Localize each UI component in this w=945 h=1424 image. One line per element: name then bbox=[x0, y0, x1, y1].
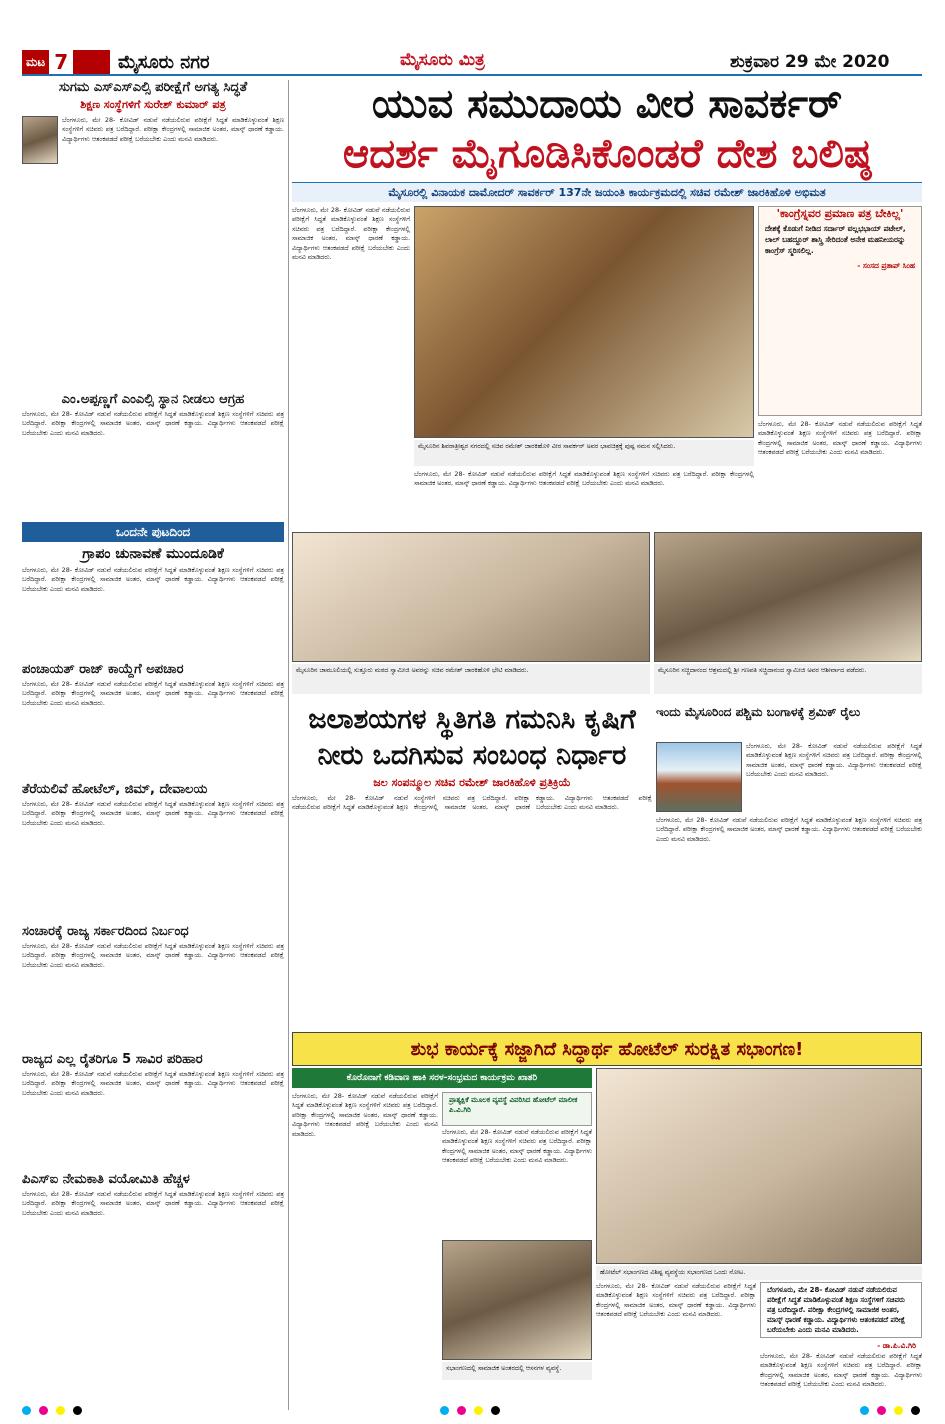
quote-box bbox=[758, 206, 922, 416]
subhead-sslc: ಶಿಕ್ಷಣ ಸಂಸ್ಥೆಗಳಿಗೆ ಸುರೇಶ್ ಕುಮಾರ್ ಪತ್ರ bbox=[80, 98, 226, 111]
article-transport: ಬೆಂಗಳೂರು, ಮೇ 28- ಕೋವಿಡ್ ನಡುವೆ ನಡೆಯಲಿರುವ ಪರೀಕ್ಷೆಗೆ ಸಿದ್ಧತೆ ಮಾಡಿಕೊಳ್ಳುವಂತೆ ಶಿಕ್ಷಣ ಸಂಸ್ಥೆಗಳಿಗೆ ಸಚಿವರು ಪತ್ರ ಬರೆದಿದ್ದಾರೆ. ಪರೀಕ್ಷಾ ಕೇಂದ್ರಗಳಲ್ಲಿ ಸಾಮಾಜಿಕ ಅಂತರ, ಮಾಸ್ಕ್ ಧಾರಣೆ ಕಡ್ಡಾಯ. ವಿದ್ಯಾರ್ಥಿಗಳು ಆತಂಕಪಡದೆ ಪರೀಕ್ಷೆ ಬರೆಯಬೇಕು ಎಂದು ಮನವಿ ಮಾಡಿದರು. bbox=[22, 942, 284, 969]
rail-article: ಬೆಂಗಳೂರು, ಮೇ 28- ಕೋವಿಡ್ ನಡುವೆ ನಡೆಯಲಿರುವ ಪರೀಕ್ಷೆಗೆ ಸಿದ್ಧತೆ ಮಾಡಿಕೊಳ್ಳುವಂತೆ ಶಿಕ್ಷಣ ಸಂಸ್ಥೆಗಳಿಗೆ ಸಚಿವರು ಪತ್ರ ಬರೆದಿದ್ದಾರೆ. ಪರೀಕ್ಷಾ ಕೇಂದ್ರಗಳಲ್ಲಿ ಸಾಮಾಜಿಕ ಅಂತರ, ಮಾಸ್ಕ್ ಧಾರಣೆ ಕಡ್ಡಾಯ. ವಿದ್ಯಾರ್ಥಿಗಳು ಆತಂಕಪಡದೆ ಪರೀಕ್ಷೆ ಬರೆಯಬೇಕು ಎಂದು ಮನವಿ ಮಾಡಿದರು. bbox=[656, 816, 922, 843]
second-subhead: ಜಲ ಸಂಪನ್ಮೂಲ ಸಚಿವ ರಮೇಶ್ ಜಾರಕಿಹೊಳಿ ಪ್ರತಿಕ್ರಿಯೆ bbox=[373, 776, 571, 789]
lead-photo-caption: ಮೈಸೂರಿನ ಶಿವರಾತ್ರೀಶ್ವರ ನಗರದಲ್ಲಿ ಸಚಿವ ರಮೇಶ್ ಜಾರಕಿಹೊಳಿ ವೀರ ಸಾವರ್ಕರ್ ಅವರ ಭಾವಚಿತ್ರಕ್ಕೆ ಪುಷ್ಪ ನಮನ ಸಲ್ಲಿಸಿದರು. bbox=[414, 440, 754, 466]
page-number: 7 bbox=[49, 50, 73, 74]
quote-author: - ಸಂಸದ ಪ್ರತಾಪ್ ಸಿಂಹ bbox=[857, 261, 915, 270]
lead-article-col3: ಬೆಂಗಳೂರು, ಮೇ 28- ಕೋವಿಡ್ ನಡುವೆ ನಡೆಯಲಿರುವ ಪರೀಕ್ಷೆಗೆ ಸಿದ್ಧತೆ ಮಾಡಿಕೊಳ್ಳುವಂತೆ ಶಿಕ್ಷಣ ಸಂಸ್ಥೆಗಳಿಗೆ ಸಚಿವರು ಪತ್ರ ಬರೆದಿದ್ದಾರೆ. ಪರೀಕ್ಷಾ ಕೇಂದ್ರಗಳಲ್ಲಿ ಸಾಮಾಜಿಕ ಅಂತರ, ಮಾಸ್ಕ್ ಧಾರಣೆ ಕಡ್ಡಾಯ. ವಿದ್ಯಾರ್ಥಿಗಳು ಆತಂಕಪಡದೆ ಪರೀಕ್ಷೆ ಬರೆಯಬೇಕು ಎಂದು ಮನವಿ ಮಾಡಿದರು. bbox=[758, 420, 922, 457]
hotel-band: ಕೊರೊನಾಗೆ ಕಡಿವಾಣ ಹಾಕಿ ಸರಳ-ಸಂಭ್ರಮದ ಕಾರ್ಯಕ್ರಮ ಖಾತರಿ bbox=[292, 1068, 592, 1088]
rail-headline: ಇಂದು ಮೈಸೂರಿಂದ ಪಶ್ಚಿಮ ಬಂಗಾಳಕ್ಕೆ ಶ್ರಮಿಕ್ ರೈಲು bbox=[656, 705, 861, 719]
hotel-hall-photo bbox=[596, 1068, 922, 1264]
lead-article-col1: ಬೆಂಗಳೂರು, ಮೇ 28- ಕೋವಿಡ್ ನಡುವೆ ನಡೆಯಲಿರುವ ಪರೀಕ್ಷೆಗೆ ಸಿದ್ಧತೆ ಮಾಡಿಕೊಳ್ಳುವಂತೆ ಶಿಕ್ಷಣ ಸಂಸ್ಥೆಗಳಿಗೆ ಸಚಿವರು ಪತ್ರ ಬರೆದಿದ್ದಾರೆ. ಪರೀಕ್ಷಾ ಕೇಂದ್ರಗಳಲ್ಲಿ ಸಾಮಾಜಿಕ ಅಂತರ, ಮಾಸ್ಕ್ ಧಾರಣೆ ಕಡ್ಡಾಯ. ವಿದ್ಯಾರ್ಥಿಗಳು ಆತಂಕಪಡದೆ ಪರೀಕ್ಷೆ ಬರೆಯಬೇಕು ಎಂದು ಮನವಿ ಮಾಡಿದರು. bbox=[292, 206, 410, 262]
hotel-seating-caption: ಸಭಾಂಗಣದಲ್ಲಿ ಸಾಮಾಜಿಕ ಅಂತರದಲ್ಲಿ ಆಸನಗಳ ವ್ಯವಸ್ಥೆ. bbox=[442, 1362, 592, 1380]
lead-subhead-strip: ಮೈಸೂರಲ್ಲಿ ವಿನಾಯಕ ದಾಮೋದರ್ ಸಾವರ್ಕರ್ 137ನೇ ಜಯಂತಿ ಕಾರ್ಯಕ್ರಮದಲ್ಲಿ ಸಚಿವ ರಮೇಶ್ ಜಾರಕಿಹೊಳಿ ಅಭಿಮತ bbox=[292, 182, 922, 202]
minister-portrait bbox=[22, 116, 58, 164]
headline-transport: ಸಂಚಾರಕ್ಕೆ ರಾಜ್ಯ ಸರ್ಕಾರದಿಂದ ನಿರ್ಬಂಧ bbox=[22, 924, 189, 939]
quote-text: ದೇಶಕ್ಕೆ ಕೊಡುಗೆ ನೀಡಿದ ಸರ್ದಾರ್ ವಲ್ಲಭಭಾಯ್ ಪಟೇಲ್, ಲಾಲ್ ಬಹದ್ದೂರ್ ಶಾಸ್ತ್ರಿ ಸೇರಿದಂತೆ ಅನೇಕ ಮಹನೀಯರನ್ನು ಕಾಂಗ್ರೆಸ್ ಸ್ಮರಿಸಲಿಲ್ಲ. bbox=[765, 224, 906, 255]
hotel-quote-box bbox=[442, 1092, 592, 1126]
photo-suttur-caption: ಮೈಸೂರಿನ ಜಾಮೂಲಿಯಲ್ಲಿ ಸುತ್ತೂರು ಮಠದ ಸ್ವಾಮೀಜಿ ಅವರನ್ನು ಸಚಿವ ರಮೇಶ್ ಜಾರಕಿಹೊಳಿ ಭೇಟಿ ಮಾಡಿದರು. bbox=[292, 664, 650, 694]
hotel-quote bbox=[760, 1282, 922, 1338]
photo-ashram-visit bbox=[654, 532, 922, 662]
paper-name: ಮೈಸೂರು ಮಿತ್ರ bbox=[400, 50, 485, 70]
article-psi: ಬೆಂಗಳೂರು, ಮೇ 28- ಕೋವಿಡ್ ನಡುವೆ ನಡೆಯಲಿರುವ ಪರೀಕ್ಷೆಗೆ ಸಿದ್ಧತೆ ಮಾಡಿಕೊಳ್ಳುವಂತೆ ಶಿಕ್ಷಣ ಸಂಸ್ಥೆಗಳಿಗೆ ಸಚಿವರು ಪತ್ರ ಬರೆದಿದ್ದಾರೆ. ಪರೀಕ್ಷಾ ಕೇಂದ್ರಗಳಲ್ಲಿ ಸಾಮಾಜಿಕ ಅಂತರ, ಮಾಸ್ಕ್ ಧಾರಣೆ ಕಡ್ಡಾಯ. ವಿದ್ಯಾರ್ಥಿಗಳು ಆತಂಕಪಡದೆ ಪರೀಕ್ಷೆ ಬರೆಯಬೇಕು ಎಂದು ಮನವಿ ಮಾಡಿದರು. bbox=[22, 1190, 284, 1217]
article-farmers: ಬೆಂಗಳೂರು, ಮೇ 28- ಕೋವಿಡ್ ನಡುವೆ ನಡೆಯಲಿರುವ ಪರೀಕ್ಷೆಗೆ ಸಿದ್ಧತೆ ಮಾಡಿಕೊಳ್ಳುವಂತೆ ಶಿಕ್ಷಣ ಸಂಸ್ಥೆಗಳಿಗೆ ಸಚಿವರು ಪತ್ರ ಬರೆದಿದ್ದಾರೆ. ಪರೀಕ್ಷಾ ಕೇಂದ್ರಗಳಲ್ಲಿ ಸಾಮಾಜಿಕ ಅಂತರ, ಮಾಸ್ಕ್ ಧಾರಣೆ ಕಡ್ಡಾಯ. ವಿದ್ಯಾರ್ಥಿಗಳು ಆತಂಕಪಡದೆ ಪರೀಕ್ಷೆ ಬರೆಯಬೇಕು ಎಂದು ಮನವಿ ಮಾಡಿದರು. bbox=[22, 1070, 284, 1097]
lead-photo-savarkar bbox=[414, 206, 754, 438]
page-number-box bbox=[22, 50, 110, 74]
photo-ashram-caption: ಮೈಸೂರಿನ ಸಚ್ಚಿದಾನಂದ ಆಶ್ರಮದಲ್ಲಿ ಶ್ರೀ ಗಣಪತಿ ಸಚ್ಚಿದಾನಂದ ಸ್ವಾಮೀಜಿ ಅವರ ಆಶೀರ್ವಾದ ಪಡೆದರು. bbox=[654, 664, 922, 694]
hotel-quote-text: ಬೆಂಗಳೂರು, ಮೇ 28- ಕೋವಿಡ್ ನಡುವೆ ನಡೆಯಲಿರುವ ಪರೀಕ್ಷೆಗೆ ಸಿದ್ಧತೆ ಮಾಡಿಕೊಳ್ಳುವಂತೆ ಶಿಕ್ಷಣ ಸಂಸ್ಥೆಗಳಿಗೆ ಸಚಿವರು ಪತ್ರ ಬರೆದಿದ್ದಾರೆ. ಪರೀಕ್ಷಾ ಕೇಂದ್ರಗಳಲ್ಲಿ ಸಾಮಾಜಿಕ ಅಂತರ, ಮಾಸ್ಕ್ ಧಾರಣೆ ಕಡ್ಡಾಯ. ವಿದ್ಯಾರ್ಥಿಗಳು ಆತಂಕಪಡದೆ ಪರೀಕ್ಷೆ ಬರೆಯಬೇಕು ಎಂದು ಮನವಿ ಮಾಡಿದರು. bbox=[767, 1286, 906, 1334]
headline-hotel-gym: ತೆರೆಯಲಿವೆ ಹೋಟೆಲ್, ಜಿಮ್, ದೇವಾಲಯ bbox=[22, 782, 208, 797]
hotel-hall-caption: ಹೋಟೆಲ್ ಸಭಾಂಗಣದ ವಿಶಿಷ್ಟ ವ್ಯವಸ್ಥೆಯ ಸಭಾಂಗಣದ ಒಂದು ನೋಟ. bbox=[596, 1266, 922, 1280]
article-sslc: ಬೆಂಗಳೂರು, ಮೇ 28- ಕೋವಿಡ್ ನಡುವೆ ನಡೆಯಲಿರುವ ಪರೀಕ್ಷೆಗೆ ಸಿದ್ಧತೆ ಮಾಡಿಕೊಳ್ಳುವಂತೆ ಶಿಕ್ಷಣ ಸಂಸ್ಥೆಗಳಿಗೆ ಸಚಿವರು ಪತ್ರ ಬರೆದಿದ್ದಾರೆ. ಪರೀಕ್ಷಾ ಕೇಂದ್ರಗಳಲ್ಲಿ ಸಾಮಾಜಿಕ ಅಂತರ, ಮಾಸ್ಕ್ ಧಾರಣೆ ಕಡ್ಡಾಯ. ವಿದ್ಯಾರ್ಥಿಗಳು ಆತಂಕಪಡದೆ ಪರೀಕ್ಷೆ ಬರೆಯಬೇಕು ಎಂದು ಮನವಿ ಮಾಡಿದರು. bbox=[62, 116, 284, 143]
article-appanna: ಬೆಂಗಳೂರು, ಮೇ 28- ಕೋವಿಡ್ ನಡುವೆ ನಡೆಯಲಿರುವ ಪರೀಕ್ಷೆಗೆ ಸಿದ್ಧತೆ ಮಾಡಿಕೊಳ್ಳುವಂತೆ ಶಿಕ್ಷಣ ಸಂಸ್ಥೆಗಳಿಗೆ ಸಚಿವರು ಪತ್ರ ಬರೆದಿದ್ದಾರೆ. ಪರೀಕ್ಷಾ ಕೇಂದ್ರಗಳಲ್ಲಿ ಸಾಮಾಜಿಕ ಅಂತರ, ಮಾಸ್ಕ್ ಧಾರಣೆ ಕಡ್ಡಾಯ. ವಿದ್ಯಾರ್ಥಿಗಳು ಆತಂಕಪಡದೆ ಪರೀಕ್ಷೆ ಬರೆಯಬೇಕು ಎಂದು ಮನವಿ ಮಾಡಿದರು. bbox=[22, 410, 284, 437]
second-article: ಬೆಂಗಳೂರು, ಮೇ 28- ಕೋವಿಡ್ ನಡುವೆ ನಡೆಯಲಿರುವ ಪರೀಕ್ಷೆಗೆ ಸಿದ್ಧತೆ ಮಾಡಿಕೊಳ್ಳುವಂತೆ ಶಿಕ್ಷಣ ಸಂಸ್ಥೆಗಳಿಗೆ ಸಚಿವರು ಪತ್ರ ಬರೆದಿದ್ದಾರೆ. ಪರೀಕ್ಷಾ ಕೇಂದ್ರಗಳಲ್ಲಿ ಸಾಮಾಜಿಕ ಅಂತರ, ಮಾಸ್ಕ್ ಧಾರಣೆ ಕಡ್ಡಾಯ. ವಿದ್ಯಾರ್ಥಿಗಳು ಆತಂಕಪಡದೆ ಪರೀಕ್ಷೆ ಬರೆಯಬೇಕು ಎಂದು ಮನವಿ ಮಾಡಿದರು. bbox=[292, 794, 652, 812]
page-label: ಮಟ bbox=[26, 54, 46, 69]
rail-article-top: ಬೆಂಗಳೂರು, ಮೇ 28- ಕೋವಿಡ್ ನಡುವೆ ನಡೆಯಲಿರುವ ಪರೀಕ್ಷೆಗೆ ಸಿದ್ಧತೆ ಮಾಡಿಕೊಳ್ಳುವಂತೆ ಶಿಕ್ಷಣ ಸಂಸ್ಥೆಗಳಿಗೆ ಸಚಿವರು ಪತ್ರ ಬರೆದಿದ್ದಾರೆ. ಪರೀಕ್ಷಾ ಕೇಂದ್ರಗಳಲ್ಲಿ ಸಾಮಾಜಿಕ ಅಂತರ, ಮಾಸ್ಕ್ ಧಾರಣೆ ಕಡ್ಡಾಯ. ವಿದ್ಯಾರ್ಥಿಗಳು ಆತಂಕಪಡದೆ ಪರೀಕ್ಷೆ ಬರೆಯಬೇಕು ಎಂದು ಮನವಿ ಮಾಡಿದರು. bbox=[746, 742, 922, 779]
lead-headline-line1: ಯುವ ಸಮುದಾಯ ವೀರ ಸಾವರ್ಕರ್ bbox=[371, 81, 843, 127]
column-divider bbox=[288, 80, 289, 1410]
headline-sslc: ಸುಗಮ ಎಸ್ಎಸ್ಎಲ್ಸಿ ಪರೀಕ್ಷೆಗೆ ಅಗತ್ಯ ಸಿದ್ಧತೆ bbox=[58, 80, 248, 95]
quote-heading: 'ಕಾಂಗ್ರೆಸ್ನವರ ಪ್ರಮಾಣ ಪತ್ರ ಬೇಕಿಲ್ಲ' bbox=[776, 207, 904, 220]
hotel-quote-box-text: ಪ್ರಾತ್ಯಕ್ಷಿಕೆ ಮೂಲಕ ವ್ಯವಸ್ಥೆ ವಿವರಿಸಿದ ಹೋಟೆಲ್ ಮಾಲೀಕ ಪಿ.ವಿ.ಗಿರಿ bbox=[449, 1096, 578, 1114]
article-hotel-gym: ಬೆಂಗಳೂರು, ಮೇ 28- ಕೋವಿಡ್ ನಡುವೆ ನಡೆಯಲಿರುವ ಪರೀಕ್ಷೆಗೆ ಸಿದ್ಧತೆ ಮಾಡಿಕೊಳ್ಳುವಂತೆ ಶಿಕ್ಷಣ ಸಂಸ್ಥೆಗಳಿಗೆ ಸಚಿವರು ಪತ್ರ ಬರೆದಿದ್ದಾರೆ. ಪರೀಕ್ಷಾ ಕೇಂದ್ರಗಳಲ್ಲಿ ಸಾಮಾಜಿಕ ಅಂತರ, ಮಾಸ್ಕ್ ಧಾರಣೆ ಕಡ್ಡಾಯ. ವಿದ್ಯಾರ್ಥಿಗಳು ಆತಂಕಪಡದೆ ಪರೀಕ್ಷೆ ಬರೆಯಬೇಕು ಎಂದು ಮನವಿ ಮಾಡಿದರು. bbox=[22, 800, 284, 827]
registration-marks-left bbox=[22, 1406, 82, 1415]
section-title: ಮೈಸೂರು ನಗರ bbox=[118, 52, 210, 73]
hotel-quote-author: - ಡಾ.ಪಿ.ವಿ.ಗಿರಿ bbox=[877, 1341, 916, 1350]
headline-appanna: ಎಂ.ಅಪ್ಪಣ್ಣಗೆ ಎಂಎಲ್ಸಿ ಸ್ಥಾನ ನೀಡಲು ಆಗ್ರಹ bbox=[61, 392, 245, 407]
lead-article-col2: ಬೆಂಗಳೂರು, ಮೇ 28- ಕೋವಿಡ್ ನಡುವೆ ನಡೆಯಲಿರುವ ಪರೀಕ್ಷೆಗೆ ಸಿದ್ಧತೆ ಮಾಡಿಕೊಳ್ಳುವಂತೆ ಶಿಕ್ಷಣ ಸಂಸ್ಥೆಗಳಿಗೆ ಸಚಿವರು ಪತ್ರ ಬರೆದಿದ್ದಾರೆ. ಪರೀಕ್ಷಾ ಕೇಂದ್ರಗಳಲ್ಲಿ ಸಾಮಾಜಿಕ ಅಂತರ, ಮಾಸ್ಕ್ ಧಾರಣೆ ಕಡ್ಡಾಯ. ವಿದ್ಯಾರ್ಥಿಗಳು ಆತಂಕಪಡದೆ ಪರೀಕ್ಷೆ ಬರೆಯಬೇಕು ಎಂದು ಮನವಿ ಮಾಡಿದರು. bbox=[414, 470, 754, 488]
train-photo bbox=[656, 742, 742, 812]
issue-date: ಶುಕ್ರವಾರ 29 ಮೇ 2020 bbox=[730, 52, 890, 72]
continued-band: ಒಂದನೇ ಪುಟದಿಂದ bbox=[22, 522, 284, 542]
article-panchayat-raj: ಬೆಂಗಳೂರು, ಮೇ 28- ಕೋವಿಡ್ ನಡುವೆ ನಡೆಯಲಿರುವ ಪರೀಕ್ಷೆಗೆ ಸಿದ್ಧತೆ ಮಾಡಿಕೊಳ್ಳುವಂತೆ ಶಿಕ್ಷಣ ಸಂಸ್ಥೆಗಳಿಗೆ ಸಚಿವರು ಪತ್ರ ಬರೆದಿದ್ದಾರೆ. ಪರೀಕ್ಷಾ ಕೇಂದ್ರಗಳಲ್ಲಿ ಸಾಮಾಜಿಕ ಅಂತರ, ಮಾಸ್ಕ್ ಧಾರಣೆ ಕಡ್ಡಾಯ. ವಿದ್ಯಾರ್ಥಿಗಳು ಆತಂಕಪಡದೆ ಪರೀಕ್ಷೆ ಬರೆಯಬೇಕು ಎಂದು ಮನವಿ ಮಾಡಿದರು. bbox=[22, 680, 284, 707]
photo-suttur-meeting bbox=[292, 532, 650, 662]
hotel-seating-photo bbox=[442, 1240, 592, 1360]
hotel-article-col1: ಬೆಂಗಳೂರು, ಮೇ 28- ಕೋವಿಡ್ ನಡುವೆ ನಡೆಯಲಿರುವ ಪರೀಕ್ಷೆಗೆ ಸಿದ್ಧತೆ ಮಾಡಿಕೊಳ್ಳುವಂತೆ ಶಿಕ್ಷಣ ಸಂಸ್ಥೆಗಳಿಗೆ ಸಚಿವರು ಪತ್ರ ಬರೆದಿದ್ದಾರೆ. ಪರೀಕ್ಷಾ ಕೇಂದ್ರಗಳಲ್ಲಿ ಸಾಮಾಜಿಕ ಅಂತರ, ಮಾಸ್ಕ್ ಧಾರಣೆ ಕಡ್ಡಾಯ. ವಿದ್ಯಾರ್ಥಿಗಳು ಆತಂಕಪಡದೆ ಪರೀಕ್ಷೆ ಬರೆಯಬೇಕು ಎಂದು ಮನವಿ ಮಾಡಿದರು. bbox=[292, 1092, 438, 1138]
hotel-article-col2: ಬೆಂಗಳೂರು, ಮೇ 28- ಕೋವಿಡ್ ನಡುವೆ ನಡೆಯಲಿರುವ ಪರೀಕ್ಷೆಗೆ ಸಿದ್ಧತೆ ಮಾಡಿಕೊಳ್ಳುವಂತೆ ಶಿಕ್ಷಣ ಸಂಸ್ಥೆಗಳಿಗೆ ಸಚಿವರು ಪತ್ರ ಬರೆದಿದ್ದಾರೆ. ಪರೀಕ್ಷಾ ಕೇಂದ್ರಗಳಲ್ಲಿ ಸಾಮಾಜಿಕ ಅಂತರ, ಮಾಸ್ಕ್ ಧಾರಣೆ ಕಡ್ಡಾಯ. ವಿದ್ಯಾರ್ಥಿಗಳು ಆತಂಕಪಡದೆ ಪರೀಕ್ಷೆ ಬರೆಯಬೇಕು ಎಂದು ಮನವಿ ಮಾಡಿದರು. bbox=[442, 1128, 592, 1165]
headline-farmers: ರಾಜ್ಯದ ಎಲ್ಲ ರೈತರಿಗೂ 5 ಸಾವಿರ ಪರಿಹಾರ bbox=[22, 1052, 203, 1067]
lead-headline-line2: ಆದರ್ಶ ಮೈಗೂಡಿಸಿಕೊಂಡರೆ ದೇಶ ಬಲಿಷ್ಠ bbox=[342, 131, 872, 177]
article-grampanchayat: ಬೆಂಗಳೂರು, ಮೇ 28- ಕೋವಿಡ್ ನಡುವೆ ನಡೆಯಲಿರುವ ಪರೀಕ್ಷೆಗೆ ಸಿದ್ಧತೆ ಮಾಡಿಕೊಳ್ಳುವಂತೆ ಶಿಕ್ಷಣ ಸಂಸ್ಥೆಗಳಿಗೆ ಸಚಿವರು ಪತ್ರ ಬರೆದಿದ್ದಾರೆ. ಪರೀಕ್ಷಾ ಕೇಂದ್ರಗಳಲ್ಲಿ ಸಾಮಾಜಿಕ ಅಂತರ, ಮಾಸ್ಕ್ ಧಾರಣೆ ಕಡ್ಡಾಯ. ವಿದ್ಯಾರ್ಥಿಗಳು ಆತಂಕಪಡದೆ ಪರೀಕ್ಷೆ ಬರೆಯಬೇಕು ಎಂದು ಮನವಿ ಮಾಡಿದರು. bbox=[22, 566, 284, 593]
second-headline-line1: ಜಲಾಶಯಗಳ ಸ್ಥಿತಿಗತಿ ಗಮನಿಸಿ ಕೃಷಿಗೆ bbox=[308, 704, 636, 735]
headline-psi: ಪಿಎಸ್ಐ ನೇಮಕಾತಿ ವಯೋಮಿತಿ ಹೆಚ್ಚಳ bbox=[22, 1172, 190, 1187]
hotel-article-col3: ಬೆಂಗಳೂರು, ಮೇ 28- ಕೋವಿಡ್ ನಡುವೆ ನಡೆಯಲಿರುವ ಪರೀಕ್ಷೆಗೆ ಸಿದ್ಧತೆ ಮಾಡಿಕೊಳ್ಳುವಂತೆ ಶಿಕ್ಷಣ ಸಂಸ್ಥೆಗಳಿಗೆ ಸಚಿವರು ಪತ್ರ ಬರೆದಿದ್ದಾರೆ. ಪರೀಕ್ಷಾ ಕೇಂದ್ರಗಳಲ್ಲಿ ಸಾಮಾಜಿಕ ಅಂತರ, ಮಾಸ್ಕ್ ಧಾರಣೆ ಕಡ್ಡಾಯ. ವಿದ್ಯಾರ್ಥಿಗಳು ಆತಂಕಪಡದೆ ಪರೀಕ್ಷೆ ಬರೆಯಬೇಕು ಎಂದು ಮನವಿ ಮಾಡಿದರು. bbox=[596, 1282, 756, 1319]
hotel-article-col4: ಬೆಂಗಳೂರು, ಮೇ 28- ಕೋವಿಡ್ ನಡುವೆ ನಡೆಯಲಿರುವ ಪರೀಕ್ಷೆಗೆ ಸಿದ್ಧತೆ ಮಾಡಿಕೊಳ್ಳುವಂತೆ ಶಿಕ್ಷಣ ಸಂಸ್ಥೆಗಳಿಗೆ ಸಚಿವರು ಪತ್ರ ಬರೆದಿದ್ದಾರೆ. ಪರೀಕ್ಷಾ ಕೇಂದ್ರಗಳಲ್ಲಿ ಸಾಮಾಜಿಕ ಅಂತರ, ಮಾಸ್ಕ್ ಧಾರಣೆ ಕಡ್ಡಾಯ. ವಿದ್ಯಾರ್ಥಿಗಳು ಆತಂಕಪಡದೆ ಪರೀಕ್ಷೆ ಬರೆಯಬೇಕು ಎಂದು ಮನವಿ ಮಾಡಿದರು. bbox=[760, 1352, 922, 1389]
headline-panchayat-raj: ಪಂಚಾಯತ್ ರಾಜ್ ಕಾಯ್ದೆಗೆ ಅಪಚಾರ bbox=[22, 662, 184, 677]
hotel-banner: ಶುಭ ಕಾರ್ಯಕ್ಕೆ ಸಜ್ಜಾಗಿದೆ ಸಿದ್ಧಾರ್ಥ ಹೋಟೆಲ್ ಸುರಕ್ಷಿತ ಸಭಾಂಗಣ! bbox=[292, 1032, 922, 1066]
headline-grampanchayat: ಗ್ರಾಪಂ ಚುನಾವಣೆ ಮುಂದೂಡಿಕೆ bbox=[82, 546, 224, 562]
registration-marks-center bbox=[440, 1406, 500, 1415]
second-headline-line2: ನೀರು ಒದಗಿಸುವ ಸಂಬಂಧ ನಿರ್ಧಾರ bbox=[317, 740, 627, 771]
registration-marks-right bbox=[860, 1406, 920, 1415]
